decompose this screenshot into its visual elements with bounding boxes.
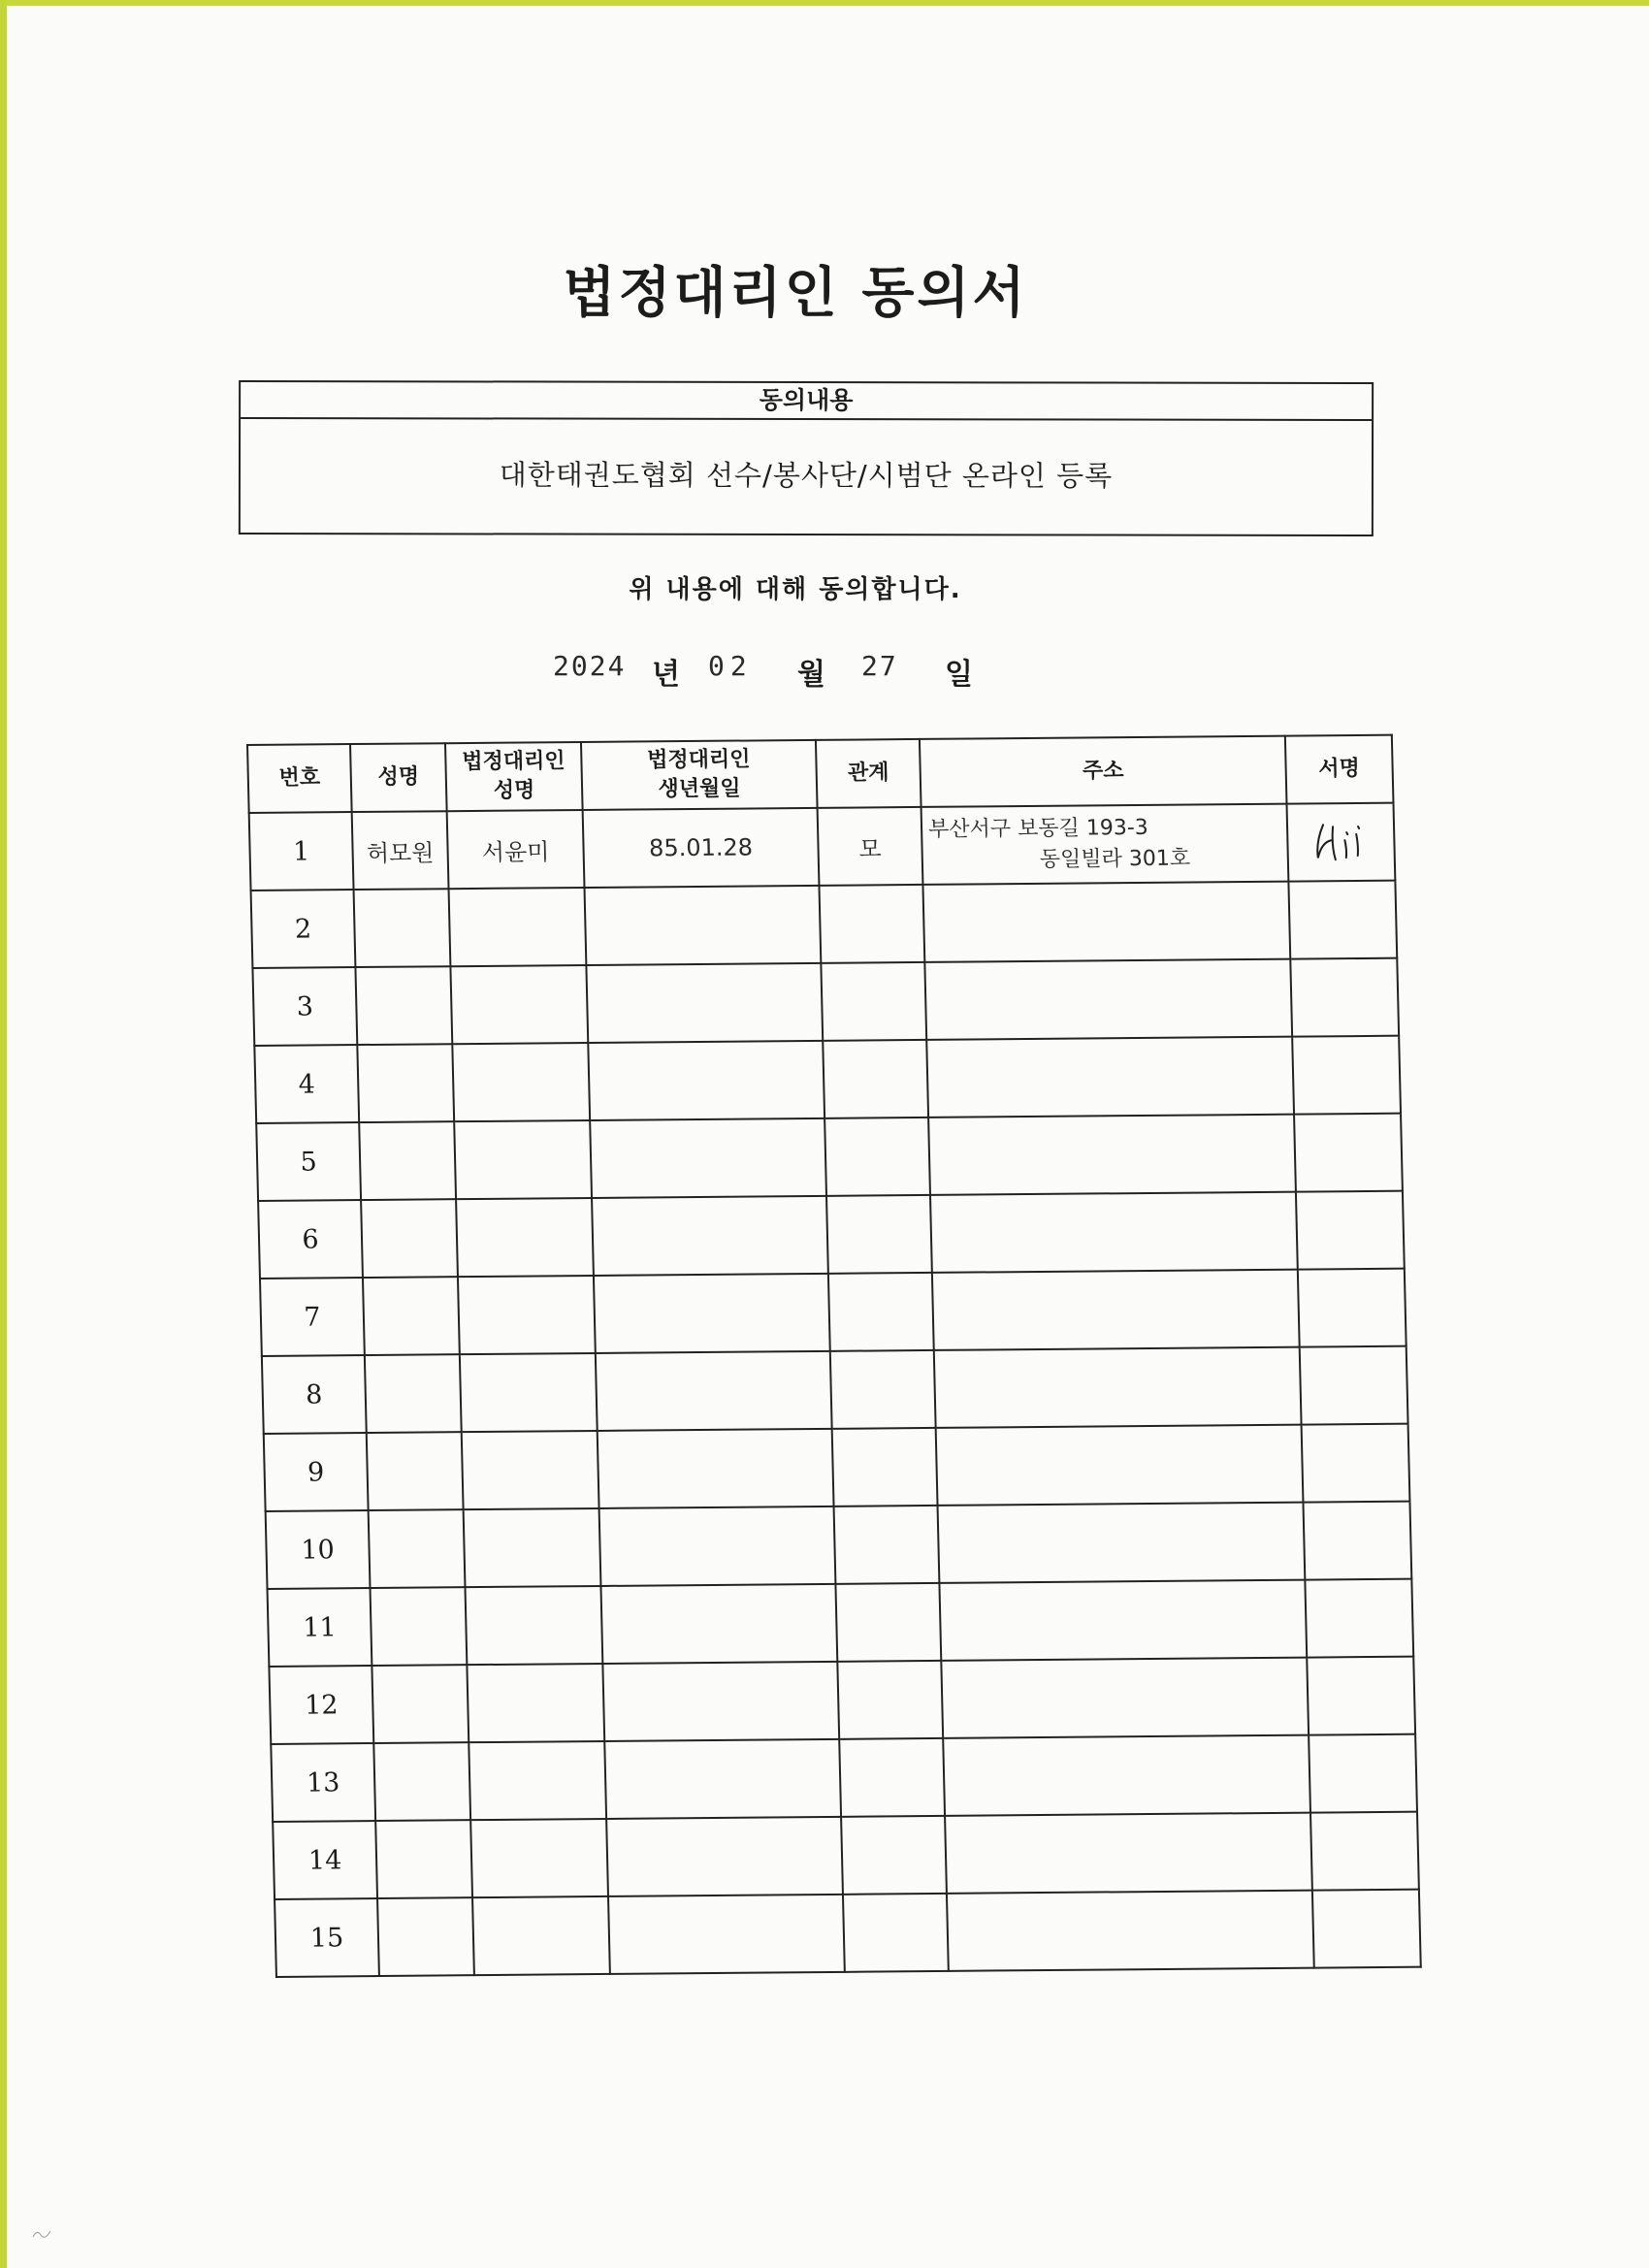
- table-row: [254, 1036, 1401, 1123]
- row-guardian-name: [462, 1431, 599, 1509]
- row-address-line1: 부산서구 보동길 193-3: [927, 815, 1149, 842]
- row-guardian-birth: [586, 963, 823, 1043]
- date-month: 02: [708, 650, 753, 682]
- row-name: [373, 1742, 470, 1821]
- row-signature: [1309, 1734, 1417, 1813]
- row-guardian-name: [467, 1664, 604, 1742]
- row-signature: [1298, 1269, 1406, 1347]
- row-guardian-name: [470, 1819, 608, 1897]
- header-signature: 서명: [1285, 735, 1394, 804]
- row-signature: [1296, 1191, 1405, 1270]
- table-row: [262, 1346, 1408, 1434]
- row-guardian-name: [449, 888, 587, 966]
- row-name: [375, 1820, 472, 1898]
- row-relation: [843, 1894, 949, 1972]
- agree-statement: 위 내용에 대해 동의합니다.: [629, 575, 962, 604]
- row-address: [928, 1115, 1296, 1195]
- row-guardian-name: 서윤미: [447, 810, 585, 889]
- row-guardian-birth: [598, 1429, 834, 1508]
- table-row: [271, 1734, 1417, 1822]
- row-no: 2: [251, 890, 356, 968]
- row-signature: [1312, 1890, 1421, 1968]
- row-no: 7: [260, 1278, 365, 1356]
- table-row: [264, 1424, 1410, 1511]
- consent-text: 대한태권도협회 선수/봉사단/시범단 온라인 등록: [499, 458, 1114, 493]
- row-relation: [830, 1350, 936, 1429]
- row-relation: [839, 1738, 945, 1817]
- row-address: [924, 959, 1292, 1040]
- consent-box: [239, 380, 1374, 536]
- row-name: [371, 1587, 468, 1666]
- guardian-table: [246, 734, 1422, 1978]
- row-guardian-name: [454, 1120, 592, 1199]
- row-address: [934, 1347, 1302, 1428]
- consent-header: 동의내용: [241, 382, 1372, 421]
- table-row: [258, 1191, 1405, 1279]
- row-relation: [819, 885, 924, 963]
- date-line: [553, 650, 1018, 698]
- row-no: 15: [275, 1898, 379, 1977]
- scan-speck: [29, 2223, 58, 2243]
- row-no: 3: [252, 967, 357, 1046]
- table-row: [268, 1579, 1414, 1667]
- row-no: 8: [262, 1355, 367, 1434]
- scan-edge-left: [0, 0, 7, 2268]
- row-name: [357, 1044, 454, 1122]
- row-guardian-birth: [604, 1739, 841, 1819]
- row-address: [926, 1037, 1294, 1118]
- header-guardian-name-line2: 성명: [493, 778, 535, 803]
- row-signature: [1310, 1812, 1419, 1891]
- row-address: [941, 1658, 1309, 1738]
- date-month-label: 월: [797, 658, 825, 692]
- row-name: [354, 889, 451, 967]
- table-row: [251, 881, 1398, 968]
- row-guardian-birth: [600, 1584, 837, 1664]
- row-guardian-name: [464, 1508, 601, 1587]
- row-name: [365, 1354, 462, 1433]
- row-guardian-name: [456, 1198, 594, 1277]
- row-signature: [1303, 1502, 1411, 1580]
- row-relation: [821, 962, 926, 1041]
- guardian-table-wrap: [246, 734, 1420, 1978]
- row-signature: [1292, 1036, 1401, 1115]
- row-signature: [1290, 958, 1399, 1037]
- scan-edge-top: [0, 0, 1649, 6]
- row-address: [938, 1503, 1306, 1583]
- row-no: 4: [254, 1045, 359, 1123]
- table-row: [266, 1502, 1412, 1589]
- table-row: [269, 1657, 1415, 1744]
- row-guardian-birth: [606, 1817, 843, 1896]
- row-signature: [1294, 1114, 1403, 1192]
- row-guardian-name: [460, 1353, 598, 1432]
- row-guardian-name: [465, 1586, 602, 1665]
- row-guardian-birth: [599, 1507, 836, 1586]
- row-guardian-name: [450, 965, 588, 1044]
- row-name: [355, 966, 452, 1045]
- row-name: [361, 1199, 458, 1278]
- row-name: [363, 1277, 460, 1355]
- header-guardian-birth-line1: 법정대리인: [646, 747, 751, 773]
- row-address: [930, 1192, 1298, 1273]
- row-signature: [1302, 1424, 1410, 1503]
- row-guardian-name: [452, 1043, 590, 1121]
- header-guardian-birth: [581, 740, 818, 810]
- row-relation: [837, 1661, 943, 1739]
- table-row: [252, 958, 1399, 1046]
- row-address: [922, 804, 1289, 885]
- date-year: 2024: [553, 650, 627, 682]
- row-guardian-birth: [608, 1895, 845, 1974]
- row-address: [932, 1270, 1300, 1350]
- table-row: [275, 1890, 1421, 1977]
- row-relation: [824, 1118, 930, 1196]
- row-name: 허모원: [352, 811, 449, 890]
- table-row: [273, 1812, 1419, 1899]
- row-no: 1: [249, 812, 354, 891]
- row-name: [377, 1897, 474, 1976]
- handwritten-signature: [1302, 813, 1380, 872]
- row-address: [939, 1580, 1307, 1661]
- row-name: [367, 1432, 464, 1510]
- row-no: 13: [271, 1743, 375, 1822]
- row-signature: [1307, 1657, 1415, 1735]
- header-relation: 관계: [816, 739, 922, 808]
- document-title: 법정대리인 동의서: [563, 262, 1028, 325]
- row-guardian-birth: [588, 1041, 824, 1120]
- date-year-label: 년: [652, 658, 680, 692]
- row-guardian-name: [458, 1276, 596, 1354]
- row-relation: [832, 1428, 938, 1507]
- row-relation: [823, 1040, 928, 1118]
- row-signature: [1288, 881, 1397, 959]
- row-guardian-birth: [594, 1274, 830, 1353]
- row-guardian-birth: [590, 1118, 826, 1198]
- row-relation: [828, 1273, 934, 1351]
- row-relation: 모: [818, 807, 923, 886]
- row-address: [936, 1425, 1304, 1506]
- header-guardian-name-line1: 법정대리인: [462, 749, 566, 775]
- row-name: [372, 1665, 469, 1743]
- row-relation: [835, 1583, 941, 1662]
- table-row: [249, 803, 1396, 891]
- row-no: 10: [266, 1510, 371, 1589]
- row-address-line2: 동일빌라 301호: [1039, 846, 1191, 872]
- date-day: 27: [861, 650, 898, 682]
- table-row: [260, 1269, 1406, 1356]
- row-name: [369, 1509, 466, 1588]
- header-address: 주소: [920, 736, 1287, 807]
- header-no: 번호: [247, 744, 352, 813]
- row-relation: [834, 1506, 940, 1584]
- row-name: [359, 1121, 456, 1200]
- row-guardian-birth: [592, 1196, 828, 1276]
- row-signature: [1300, 1346, 1408, 1425]
- row-no: 14: [273, 1821, 377, 1899]
- row-relation: [841, 1816, 947, 1895]
- date-day-label: 일: [945, 658, 973, 692]
- row-guardian-birth: [596, 1351, 832, 1431]
- row-address: [945, 1813, 1312, 1894]
- row-guardian-name: [472, 1896, 610, 1975]
- table-row: [256, 1114, 1403, 1201]
- row-address: [947, 1891, 1314, 1971]
- row-no: 6: [258, 1200, 363, 1279]
- row-guardian-birth: [585, 886, 822, 965]
- row-no: 5: [256, 1122, 361, 1201]
- header-guardian-birth-line2: 생년월일: [658, 776, 741, 802]
- row-no: 9: [264, 1433, 369, 1511]
- header-guardian-name: [445, 742, 583, 811]
- row-guardian-name: [469, 1741, 606, 1820]
- row-guardian-birth: 85.01.28: [583, 808, 820, 888]
- header-name: 성명: [350, 743, 447, 812]
- row-signature: [1286, 803, 1395, 882]
- table-header-row: [247, 735, 1393, 813]
- row-address: [943, 1735, 1310, 1816]
- row-guardian-birth: [602, 1662, 839, 1741]
- row-address: [922, 882, 1290, 962]
- row-signature: [1305, 1579, 1413, 1658]
- row-no: 12: [269, 1666, 373, 1744]
- row-no: 11: [268, 1588, 372, 1667]
- row-relation: [826, 1195, 932, 1274]
